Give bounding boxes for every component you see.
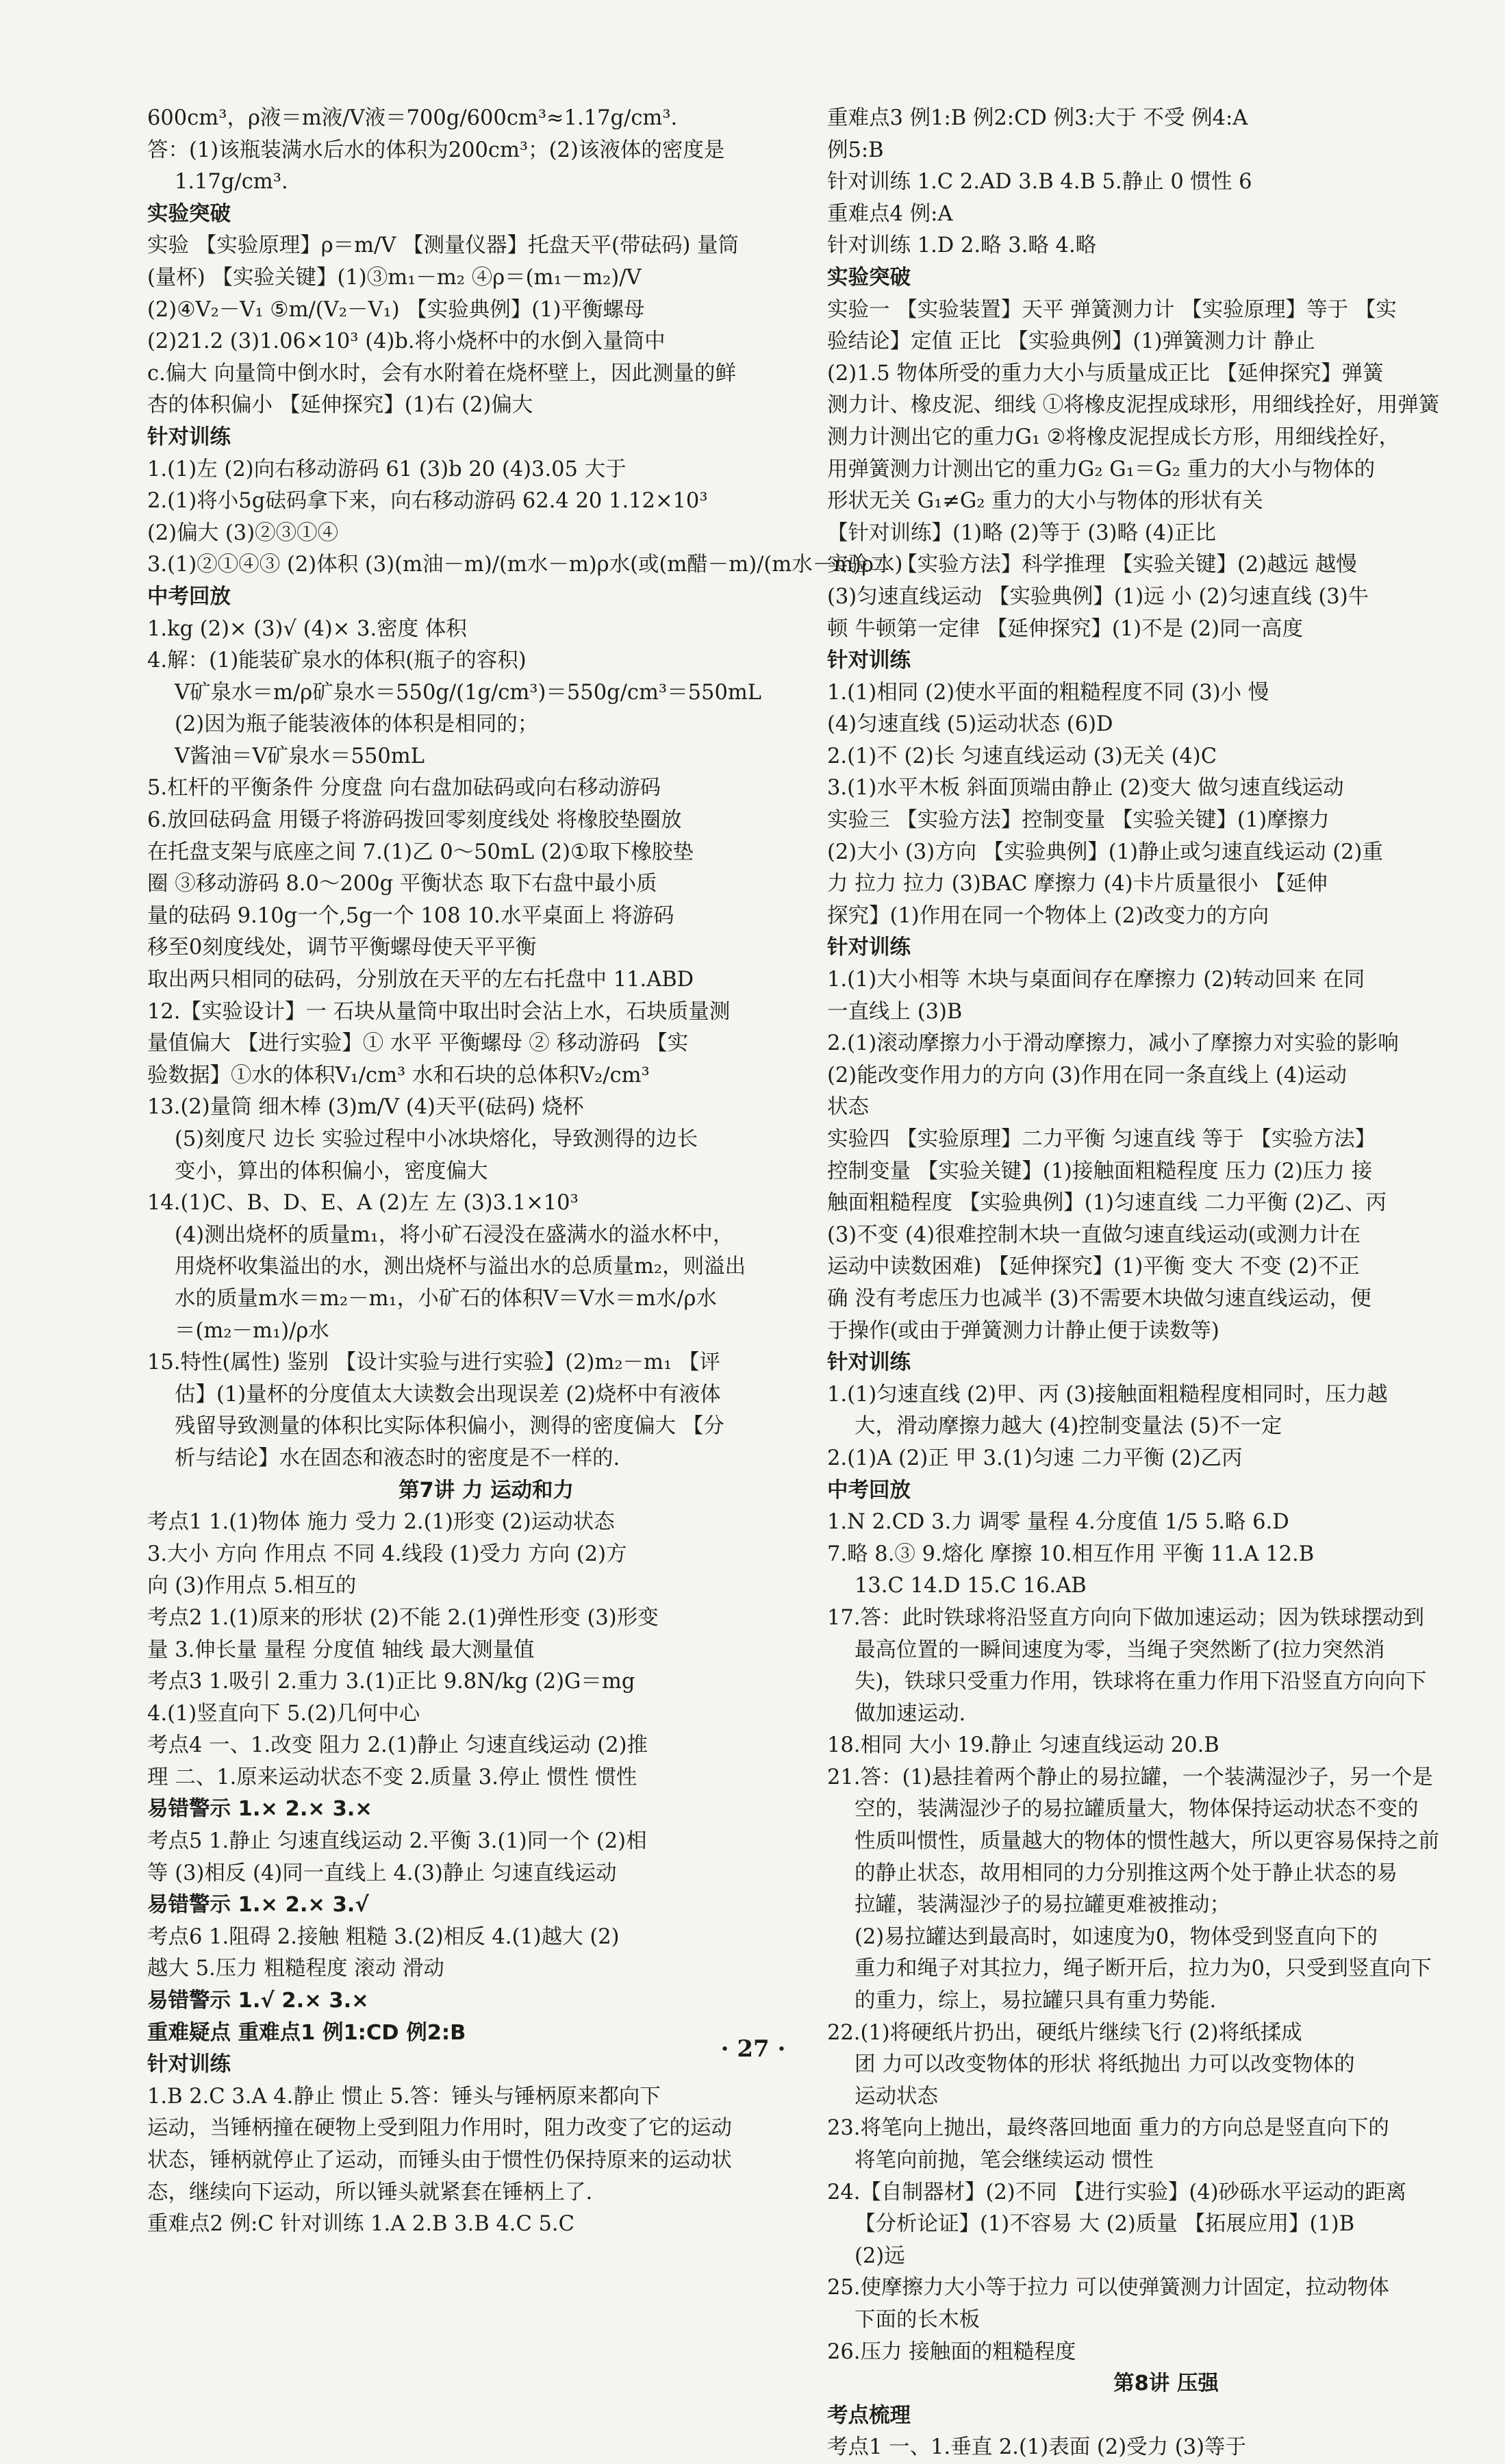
answer-line: 态，继续向下运动，所以锤头就紧套在锤柄上了. [147, 2180, 593, 2204]
answer-line: 最高位置的一瞬间速度为零，当绳子突然断了(拉力突然消 [855, 1637, 1385, 1662]
answer-line: 1.(1)左 (2)向右移动游码 61 (3)b 20 (4)3.05 大于 [147, 457, 627, 481]
answer-line: 例5:B [827, 138, 884, 162]
section-heading: 实验突破 [827, 265, 911, 290]
answer-line: 600cm³，ρ液＝m液/V液＝700g/600cm³≈1.17g/cm³. [147, 106, 678, 130]
answer-line: 向 (3)作用点 5.相互的 [147, 1574, 357, 1598]
answer-line: 空的，装满湿沙子的易拉罐质量大，物体保持运动状态不变的 [855, 1797, 1419, 1822]
answer-line: (2)因为瓶子能装液体的体积是相同的； [175, 712, 539, 737]
answer-line: 考点6 1.阻碍 2.接触 粗糙 3.(2)相反 4.(1)越大 (2) [147, 1924, 620, 1949]
answer-line: (4)测出烧杯的质量m₁，将小矿石浸没在盛满水的溢水杯中， [175, 1222, 734, 1247]
answer-line: 重难疑点 重难点1 例1:CD 例2:B [147, 2020, 466, 2045]
answer-line: 6.放回砝码盒 用镊子将游码拨回零刻度线处 将橡胶垫圈放 [147, 808, 682, 833]
answer-line: c.偏大 向量筒中倒水时，会有水附着在烧杯壁上，因此测量的鲜 [147, 361, 736, 386]
answer-line: 1.(1)相同 (2)使水平面的粗糙程度不同 (3)小 慢 [827, 680, 1269, 705]
answer-line: 考点3 1.吸引 2.重力 3.(1)正比 9.8N/kg (2)G＝mg [147, 1670, 635, 1694]
answer-line: 26.压力 接触面的粗糙程度 [827, 2339, 1076, 2364]
answer-line: 针对训练 1.C 2.AD 3.B 4.B 5.静止 0 惯性 6 [827, 170, 1252, 194]
answer-line: 4.解：(1)能装矿泉水的体积(瓶子的容积) [147, 649, 527, 673]
answer-line: 运动中读数困难) 【延伸探究】(1)平衡 变大 不变 (2)不正 [827, 1255, 1360, 1279]
answer-line: 运动，当锤柄撞在硬物上受到阻力作用时，阻力改变了它的运动 [147, 2116, 732, 2141]
answer-line: 1.N 2.CD 3.力 调零 量程 4.分度值 1/5 5.略 6.D [827, 1510, 1289, 1535]
answer-line: 1.(1)匀速直线 (2)甲、丙 (3)接触面粗糙程度相同时，压力越 [827, 1382, 1388, 1407]
answer-line: 估】(1)量杯的分度值太大读数会出现误差 (2)烧杯中有液体 [175, 1382, 721, 1407]
answer-line: 一直线上 (3)B [827, 999, 963, 1024]
answer-line: 重力和绳子对其拉力，绳子断开后，拉力为0，只受到竖直向下 [855, 1957, 1432, 1981]
answer-line: 21.答：(1)悬挂着两个静止的易拉罐，一个装满湿沙子，另一个是 [827, 1765, 1433, 1789]
answer-line: 【针对训练】(1)略 (2)等于 (3)略 (4)正比 [827, 520, 1216, 545]
answer-line: 测力计、橡皮泥、细线 ①将橡皮泥捏成球形，用细线拴好，用弹簧 [827, 393, 1440, 418]
answer-line: 控制变量 【实验关键】(1)接触面粗糙程度 压力 (2)压力 接 [827, 1159, 1373, 1183]
answer-line: 22.(1)将硬纸片扔出，硬纸片继续飞行 (2)将纸揉成 [827, 2020, 1302, 2045]
answer-line: 2.(1)将小5g砝码拿下来，向右移动游码 62.4 20 1.12×10³ [147, 489, 708, 514]
answer-line: (2)易拉罐达到最高时，如速度为0，物体受到竖直向下的 [855, 1924, 1378, 1949]
answer-line: 实验二 【实验方法】科学推理 【实验关键】(2)越远 越慢 [827, 553, 1357, 577]
answer-line: 3.(1)水平木板 斜面顶端由静止 (2)变大 做匀速直线运动 [827, 776, 1344, 801]
page-number: · 27 · [720, 2035, 786, 2063]
answer-line: 25.使摩擦力大小等于拉力 可以使弹簧测力计固定，拉动物体 [827, 2276, 1389, 2300]
answer-line: 考点2 1.(1)原来的形状 (2)不能 2.(1)弹性形变 (3)形变 [147, 1605, 659, 1630]
answer-line: (3)不变 (4)很难控制木块一直做匀速直线运动(或测力计在 [827, 1222, 1361, 1247]
answer-line: 4.(1)竖直向下 5.(2)几何中心 [147, 1701, 420, 1726]
warning-line: 易错警示 1.× 2.× 3.√ [147, 1893, 369, 1918]
answer-line: 用烧杯收集溢出的水，测出烧杯与溢出水的总质量m₂，则溢出 [175, 1255, 746, 1279]
answer-line: 14.(1)C、B、D、E、A (2)左 左 (3)3.1×10³ [147, 1191, 579, 1216]
answer-line: 2.(1)A (2)正 甲 3.(1)匀速 二力平衡 (2)乙丙 [827, 1446, 1243, 1470]
answer-line: 形状无关 G₁≠G₂ 重力的大小与物体的形状有关 [827, 489, 1263, 514]
answer-line: 考点1 1.(1)物体 施力 受力 2.(1)形变 (2)运动状态 [147, 1510, 615, 1535]
answer-line: 量值偏大 【进行实验】① 水平 平衡螺母 ② 移动游码 【实 [147, 1031, 689, 1056]
answer-line: 状态，锤柄就停止了运动，而锤头由于惯性仍保持原来的运动状 [147, 2148, 732, 2172]
answer-line: 状态 [827, 1095, 869, 1120]
answer-line: 拉罐，装满湿沙子的易拉罐更难被推动； [855, 1893, 1230, 1918]
answer-line: 测力计测出它的重力G₁ ②将橡皮泥捏成长方形，用细线拴好， [827, 425, 1400, 449]
answer-line: (2)④V₂－V₁ ⑤m/(V₂－V₁) 【实验典例】(1)平衡螺母 [147, 297, 645, 322]
answer-line: 15.特性(属性) 鉴别 【设计实验与进行实验】(2)m₂－m₁ 【评 [147, 1350, 720, 1375]
section-heading: 针对训练 [827, 649, 911, 673]
answer-line: 1.17g/cm³. [175, 170, 288, 194]
answer-line: 重难点2 例:C 针对训练 1.A 2.B 3.B 4.C 5.C [147, 2212, 574, 2237]
answer-line: 17.答：此时铁球将沿竖直方向向下做加速运动；因为铁球摆动到 [827, 1605, 1425, 1630]
answer-line: 移至0刻度线处，调节平衡螺母使天平平衡 [147, 935, 537, 960]
answer-line: 团 力可以改变物体的形状 将纸抛出 力可以改变物体的 [855, 2052, 1355, 2077]
answer-line: 圈 ③移动游码 8.0～200g 平衡状态 取下右盘中最小质 [147, 872, 657, 896]
answer-line: V矿泉水＝m/ρ矿泉水＝550g/(1g/cm³)＝550g/cm³＝550mL [175, 680, 762, 705]
answer-line: 验数据】①水的体积V₁/cm³ 水和石块的总体积V₂/cm³ [147, 1063, 650, 1088]
answer-line: 验结论】定值 正比 【实验典例】(1)弹簧测力计 静止 [827, 329, 1315, 354]
answer-line: (3)匀速直线运动 【实验典例】(1)远 小 (2)匀速直线 (3)牛 [827, 584, 1369, 609]
answer-line: 7.略 8.③ 9.熔化 摩擦 10.相互作用 平衡 11.A 12.B [827, 1542, 1315, 1566]
answer-line: ＝(m₂－m₁)/ρ水 [175, 1318, 329, 1343]
answer-line: 【分析论证】(1)不容易 大 (2)质量 【拓展应用】(1)B [855, 2212, 1355, 2237]
section-heading: 中考回放 [827, 1478, 911, 1503]
answer-line: 23.将笔向上抛出，最终落回地面 重力的方向总是竖直向下的 [827, 2116, 1389, 2141]
section-heading: 针对训练 [147, 2052, 231, 2077]
answer-line: 于操作(或由于弹簧测力计静止便于读数等) [827, 1318, 1219, 1343]
answer-line: 力 拉力 拉力 (3)BAC 摩擦力 (4)卡片质量很小 【延伸 [827, 872, 1328, 896]
answer-line: (2)1.5 物体所受的重力大小与质量成正比 【延伸探究】弹簧 [827, 361, 1384, 386]
answer-line: 考点5 1.静止 匀速直线运动 2.平衡 3.(1)同一个 (2)相 [147, 1829, 647, 1854]
answer-line: 下面的长木板 [855, 2307, 980, 2332]
answer-line: 2.(1)不 (2)长 匀速直线运动 (3)无关 (4)C [827, 744, 1217, 768]
answer-line: 杏的体积偏小 【延伸探究】(1)右 (2)偏大 [147, 393, 533, 418]
answer-line: 触面粗糙程度 【实验典例】(1)匀速直线 二力平衡 (2)乙、丙 [827, 1191, 1387, 1216]
answer-line: 大，滑动摩擦力越大 (4)控制变量法 (5)不一定 [855, 1414, 1282, 1439]
answer-line: (5)刻度尺 边长 实验过程中小冰块熔化，导致测得的边长 [175, 1127, 698, 1151]
answer-line: 失)，铁球只受重力作用，铁球将在重力作用下沿竖直方向向下 [855, 1670, 1427, 1694]
answer-line: 析与结论】水在固态和液态时的密度是不一样的. [175, 1446, 620, 1470]
answer-line: (量杯) 【实验关键】(1)③m₁－m₂ ④ρ＝(m₁－m₂)/V [147, 265, 642, 290]
answer-line: 探究】(1)作用在同一个物体上 (2)改变力的方向 [827, 903, 1269, 928]
answer-line: 重难点3 例1:B 例2:CD 例3:大于 不受 例4:A [827, 106, 1248, 130]
section-heading: 针对训练 [827, 935, 911, 960]
section-heading: 针对训练 [147, 425, 231, 449]
answer-line: (2)21.2 (3)1.06×10³ (4)b.将小烧杯中的水倒入量筒中 [147, 329, 666, 354]
answer-line: 的重力，综上，易拉罐只具有重力势能. [855, 1989, 1217, 2013]
answer-line: 等 (3)相反 (4)同一直线上 4.(3)静止 匀速直线运动 [147, 1861, 617, 1885]
answer-line: 实验 【实验原理】ρ＝m/V 【测量仪器】托盘天平(带砝码) 量筒 [147, 234, 739, 258]
answer-line: 顿 牛顿第一定律 【延伸探究】(1)不是 (2)同一高度 [827, 616, 1303, 641]
answer-line: 考点4 一、1.改变 阻力 2.(1)静止 匀速直线运动 (2)推 [147, 1733, 648, 1758]
answer-line: 将笔向前抛，笔会继续运动 惯性 [855, 2148, 1154, 2172]
warning-line: 易错警示 1.√ 2.× 3.× [147, 1989, 369, 2013]
answer-line: 变小，算出的体积偏小，密度偏大 [175, 1159, 488, 1183]
answer-line: 2.(1)滚动摩擦力小于滑动摩擦力，减小了摩擦力对实验的影响 [827, 1031, 1399, 1056]
answer-line: 实验三 【实验方法】控制变量 【实验关键】(1)摩擦力 [827, 808, 1330, 833]
answer-line: 3.(1)②①④③ (2)体积 (3)(m油－m)/(m水－m)ρ水(或(m醋－m)/(m水－m)ρ水) [147, 553, 903, 577]
answer-line: 1.B 2.C 3.A 4.静止 惯止 5.答：锤头与锤柄原来都向下 [147, 2084, 661, 2109]
answer-line: 3.大小 方向 作用点 不同 4.线段 (1)受力 方向 (2)方 [147, 1542, 627, 1566]
answer-line: 答：(1)该瓶装满水后水的体积为200cm³；(2)该液体的密度是 [147, 138, 725, 162]
answer-line: 1.(1)大小相等 木块与桌面间存在摩擦力 (2)转动回来 在同 [827, 968, 1365, 992]
answer-line: 量的砝码 9.10g一个,5g一个 108 10.水平桌面上 将游码 [147, 903, 674, 928]
answer-line: 量 3.伸长量 量程 分度值 轴线 最大测量值 [147, 1637, 535, 1662]
answer-line: 确 没有考虑压力也减半 (3)不需要木块做匀速直线运动，便 [827, 1286, 1371, 1311]
section-heading: 针对训练 [827, 1350, 911, 1375]
answer-line: 1.kg (2)× (3)√ (4)× 3.密度 体积 [147, 616, 467, 641]
answer-line: 24.【自制器材】(2)不同 【进行实验】(4)砂砾水平运动的距离 [827, 2180, 1407, 2204]
answer-line: (4)匀速直线 (5)运动状态 (6)D [827, 712, 1113, 737]
answer-line: 实验四 【实验原理】二力平衡 匀速直线 等于 【实验方法】 [827, 1127, 1376, 1151]
answer-line: 针对训练 1.D 2.略 3.略 4.略 [827, 234, 1097, 258]
answer-line: (2)远 [855, 2243, 905, 2268]
section-heading: 实验突破 [147, 201, 231, 226]
answer-line: 做加速运动. [855, 1701, 966, 1726]
answer-line: 在托盘支架与底座之间 7.(1)乙 0～50mL (2)①取下橡胶垫 [147, 840, 694, 864]
warning-line: 易错警示 1.× 2.× 3.× [147, 1797, 372, 1822]
answer-line: (2)大小 (3)方向 【实验典例】(1)静止或匀速直线运动 (2)重 [827, 840, 1383, 864]
chapter-title: 第8讲 压强 [1113, 2372, 1219, 2396]
answer-line: 13.C 14.D 15.C 16.AB [855, 1574, 1087, 1598]
answer-line: 12.【实验设计】一 石块从量筒中取出时会沾上水，石块质量测 [147, 999, 731, 1024]
answer-line: 性质叫惯性，质量越大的物体的惯性越大，所以更容易保持之前 [855, 1829, 1439, 1854]
answer-line: 运动状态 [855, 2084, 938, 2109]
answer-line: 实验一 【实验装置】天平 弹簧测力计 【实验原理】等于 【实 [827, 297, 1397, 322]
answer-line: 5.杠杆的平衡条件 分度盘 向右盘加砝码或向右移动游码 [147, 776, 661, 801]
answer-line: 18.相同 大小 19.静止 匀速直线运动 20.B [827, 1733, 1219, 1758]
chapter-title: 第7讲 力 运动和力 [399, 1478, 574, 1503]
right-column [827, 103, 1505, 2464]
section-heading: 中考回放 [147, 584, 231, 609]
answer-line: 考点1 一、1.垂直 2.(1)表面 (2)受力 (3)等于 [827, 2435, 1246, 2460]
answer-line: 水的质量m水＝m₂－m₁，小矿石的体积V＝V水＝m水/ρ水 [175, 1286, 717, 1311]
answer-line: 用弹簧测力计测出它的重力G₂ G₁＝G₂ 重力的大小与物体的 [827, 457, 1376, 481]
answer-line: 理 二、1.原来运动状态不变 2.质量 3.停止 惯性 惯性 [147, 1765, 637, 1789]
section-heading: 考点梳理 [827, 2403, 911, 2428]
answer-line: 越大 5.压力 粗糙程度 滚动 滑动 [147, 1957, 444, 1981]
answer-line: 取出两只相同的砝码，分别放在天平的左右托盘中 11.ABD [147, 968, 694, 992]
answer-line: 13.(2)量筒 细木棒 (3)m/V (4)天平(砝码) 烧杯 [147, 1095, 584, 1120]
answer-line: V酱油＝V矿泉水＝550mL [175, 744, 425, 768]
answer-line: (2)能改变作用力的方向 (3)作用在同一条直线上 (4)运动 [827, 1063, 1347, 1088]
answer-line: 的静止状态，故用相同的力分别推这两个处于静止状态的易 [855, 1861, 1398, 1885]
answer-line: (2)偏大 (3)②③①④ [147, 520, 339, 545]
answer-line: 重难点4 例:A [827, 201, 953, 226]
answer-line: 残留导致测量的体积比实际体积偏小，测得的密度偏大 【分 [175, 1414, 724, 1439]
